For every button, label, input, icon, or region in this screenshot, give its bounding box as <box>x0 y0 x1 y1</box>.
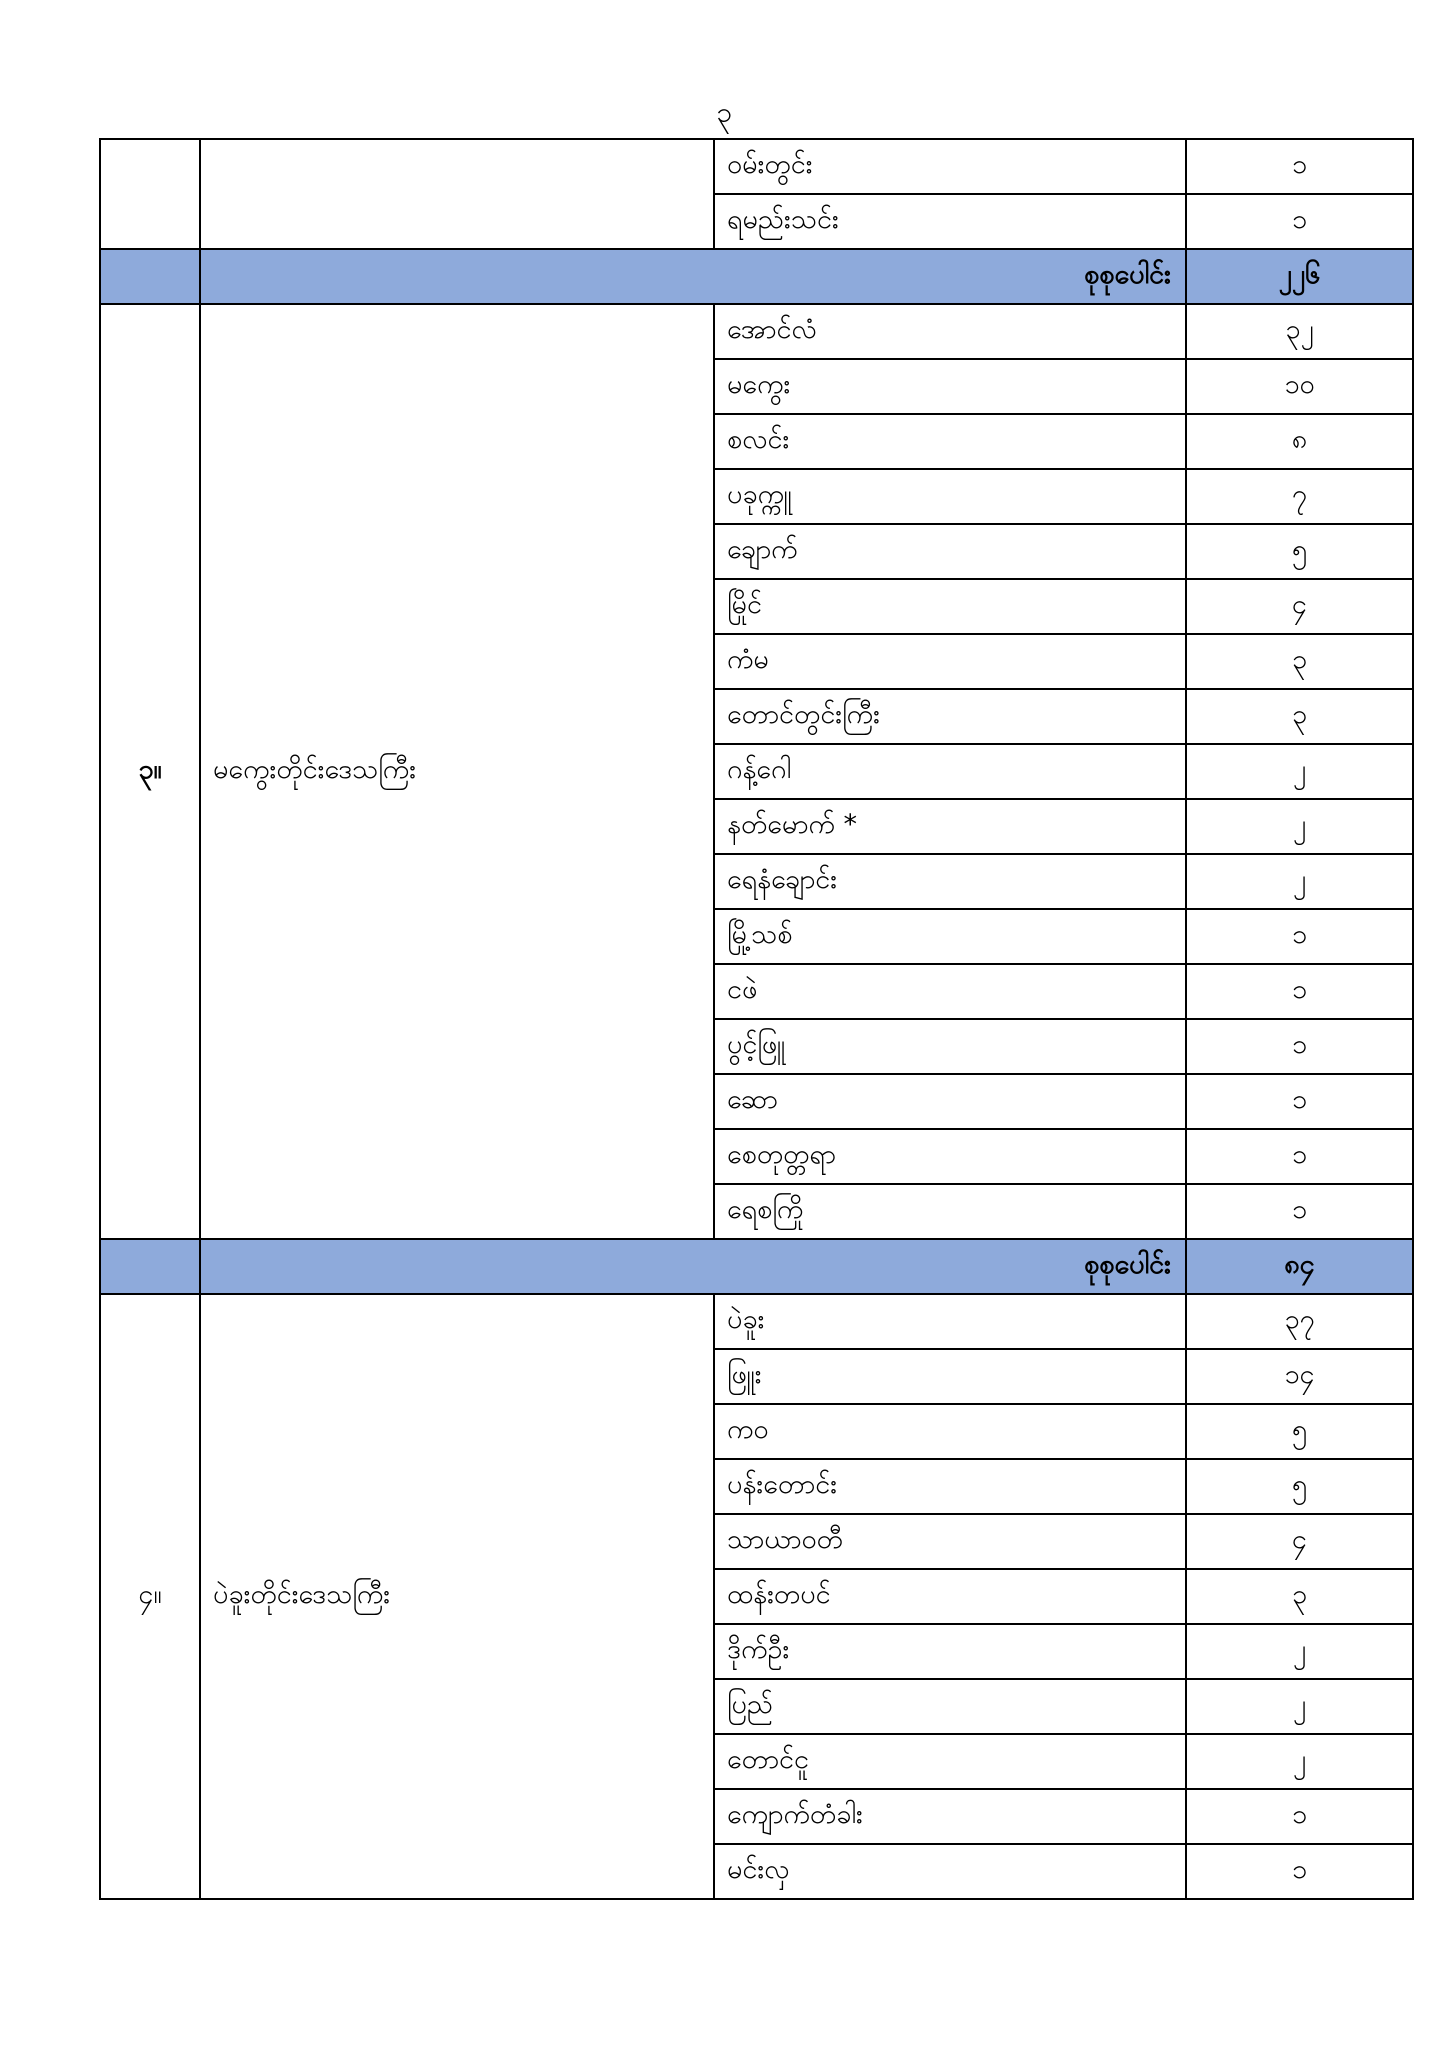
total-label-cell: စုစုပေါင်း <box>200 1239 1186 1294</box>
total-blank-cell <box>100 1239 200 1294</box>
township-cell: ရမည်းသင်း <box>714 194 1186 249</box>
region-name-cell: မကွေးတိုင်းဒေသကြီး <box>200 304 714 1239</box>
region-name-cell <box>200 139 714 249</box>
total-value-cell: ၈၄ <box>1186 1239 1413 1294</box>
township-cell: ပြည် <box>714 1679 1186 1734</box>
township-cell: သာယာဝတီ <box>714 1514 1186 1569</box>
township-cell: ပန်းတောင်း <box>714 1459 1186 1514</box>
township-cell: အောင်လံ <box>714 304 1186 359</box>
township-cell: မင်းလှ <box>714 1844 1186 1899</box>
count-cell: ၁ <box>1186 964 1413 1019</box>
township-cell: စေတုတ္တရာ <box>714 1129 1186 1184</box>
count-cell: ၁ <box>1186 1844 1413 1899</box>
count-cell: ၂ <box>1186 1624 1413 1679</box>
township-cell: ကဝ <box>714 1404 1186 1459</box>
count-cell: ၄ <box>1186 1514 1413 1569</box>
count-cell: ၁ <box>1186 1019 1413 1074</box>
section-number-cell <box>100 139 200 249</box>
count-cell: ၁၄ <box>1186 1349 1413 1404</box>
township-cell: ဒိုက်ဦး <box>714 1624 1186 1679</box>
township-cell: ချောက် <box>714 524 1186 579</box>
township-cell: ကျောက်တံခါး <box>714 1789 1186 1844</box>
township-cell: ပခုက္ကူ <box>714 469 1186 524</box>
count-cell: ၂ <box>1186 1679 1413 1734</box>
township-cell: ပဲခူး <box>714 1294 1186 1349</box>
table-row <box>100 1294 1413 1349</box>
count-cell: ၃ <box>1186 1569 1413 1624</box>
township-cell: မကွေး <box>714 359 1186 414</box>
table-row <box>100 139 1413 194</box>
count-cell: ၁ <box>1186 1789 1413 1844</box>
count-cell: ၁ <box>1186 194 1413 249</box>
total-label-cell: စုစုပေါင်း <box>200 249 1186 304</box>
count-cell: ၂ <box>1186 799 1413 854</box>
count-cell: ၁၀ <box>1186 359 1413 414</box>
section-number-cell: ၃။ <box>100 304 200 1239</box>
township-cell: ပွင့်ဖြူ <box>714 1019 1186 1074</box>
count-cell: ၁ <box>1186 139 1413 194</box>
township-cell: ဖြူး <box>714 1349 1186 1404</box>
page-number: ၃ <box>716 96 733 129</box>
township-cell: ရေနံချောင်း <box>714 854 1186 909</box>
township-cell: ဝမ်းတွင်း <box>714 139 1186 194</box>
count-cell: ၃ <box>1186 634 1413 689</box>
township-cell: ကံမ <box>714 634 1186 689</box>
count-cell: ၁ <box>1186 1129 1413 1184</box>
township-table <box>99 138 1414 1900</box>
count-cell: ၂ <box>1186 854 1413 909</box>
township-cell: နတ်မောက် * <box>714 799 1186 854</box>
township-cell: ရေစကြို <box>714 1184 1186 1239</box>
count-cell: ၁ <box>1186 1184 1413 1239</box>
township-cell: မြိုင် <box>714 579 1186 634</box>
total-value-cell: ၂၂၆ <box>1186 249 1413 304</box>
total-row <box>100 1239 1413 1294</box>
count-cell: ၁ <box>1186 1074 1413 1129</box>
table-body <box>100 139 1413 1899</box>
count-cell: ၇ <box>1186 469 1413 524</box>
count-cell: ၃ <box>1186 689 1413 744</box>
count-cell: ၄ <box>1186 579 1413 634</box>
township-cell: ဆော <box>714 1074 1186 1129</box>
total-row <box>100 249 1413 304</box>
region-name-cell: ပဲခူးတိုင်းဒေသကြီး <box>200 1294 714 1899</box>
count-cell: ၂ <box>1186 1734 1413 1789</box>
count-cell: ၃၇ <box>1186 1294 1413 1349</box>
township-cell: ထန်းတပင် <box>714 1569 1186 1624</box>
township-cell: တောင်ငူ <box>714 1734 1186 1789</box>
count-cell: ၅ <box>1186 524 1413 579</box>
count-cell: ၂ <box>1186 744 1413 799</box>
table-row <box>100 304 1413 359</box>
township-cell: တောင်တွင်းကြီး <box>714 689 1186 744</box>
township-cell: မြို့သစ် <box>714 909 1186 964</box>
count-cell: ၅ <box>1186 1404 1413 1459</box>
township-cell: ငဖဲ <box>714 964 1186 1019</box>
total-blank-cell <box>100 249 200 304</box>
section-number-cell: ၄။ <box>100 1294 200 1899</box>
township-cell: ဂန့်ဂေါ <box>714 744 1186 799</box>
count-cell: ၅ <box>1186 1459 1413 1514</box>
count-cell: ၃၂ <box>1186 304 1413 359</box>
township-cell: စလင်း <box>714 414 1186 469</box>
count-cell: ၁ <box>1186 909 1413 964</box>
count-cell: ၈ <box>1186 414 1413 469</box>
